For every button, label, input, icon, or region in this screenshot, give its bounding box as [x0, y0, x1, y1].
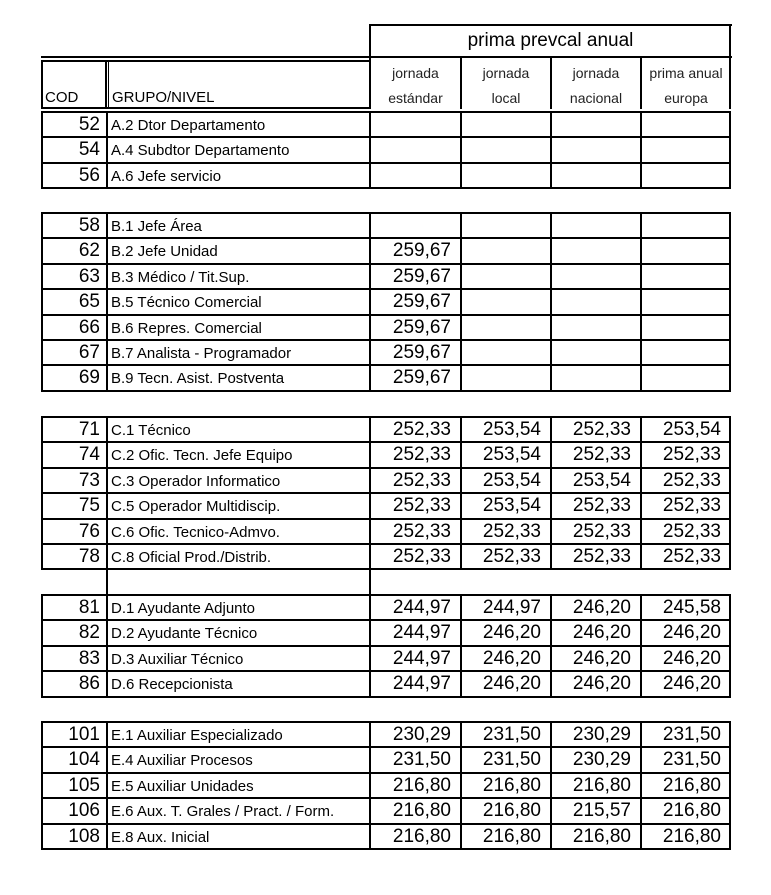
title-left-border [369, 24, 371, 57]
row-name: B.5 Técnico Comercial [111, 294, 262, 312]
row-value-col-0: 252,33 [392, 495, 451, 517]
row-value-col-3: 246,20 [662, 647, 721, 669]
row-value-col-2: 252,33 [572, 495, 631, 517]
header-box-left [41, 60, 43, 109]
row-value-col-0: 244,97 [392, 647, 451, 669]
row-value-col-0: 259,67 [392, 316, 451, 338]
group-4-top [41, 721, 731, 723]
row-value-col-2: 252,33 [572, 444, 631, 466]
row-value-col-0: 259,67 [392, 291, 451, 313]
row-value-col-3: 216,80 [662, 774, 721, 796]
group-2-bottom [41, 568, 731, 570]
row-value-col-3: 216,80 [662, 800, 721, 822]
group-0-cod-divider [106, 111, 108, 189]
group-0-col-divider-3 [640, 111, 642, 189]
row-name: E.6 Aux. T. Grales / Pract. / Form. [111, 803, 335, 821]
group-4-bottom [41, 848, 731, 850]
row-name: C.2 Ofic. Tecn. Jefe Equipo [111, 447, 293, 465]
col-header-2-line1: jornada [572, 65, 620, 81]
row-value-col-1: 246,20 [482, 647, 541, 669]
row-value-col-3: 252,33 [662, 546, 721, 567]
row-value-col-1: 252,33 [482, 520, 541, 542]
group-0-name-divider [369, 111, 371, 189]
row-value-col-0: 231,50 [392, 749, 451, 771]
header-box-bottom [41, 107, 370, 109]
group-2-row-2-rule [41, 467, 731, 469]
group-4-row-4-rule [41, 823, 731, 825]
row-cod: 82 [78, 622, 100, 644]
header-cod-divider [105, 60, 107, 109]
row-value-col-0: 252,33 [392, 444, 451, 466]
row-cod: 104 [68, 749, 100, 771]
header-grupo-nivel: GRUPO/NIVEL [112, 89, 215, 106]
col-header-3-line1: prima anual [649, 65, 723, 81]
row-value-col-0: 259,67 [392, 342, 451, 363]
row-value-col-0: 244,97 [392, 673, 451, 695]
row-value-col-0: 252,33 [392, 546, 451, 567]
group-3-row-2-rule [41, 645, 731, 647]
row-cod: 76 [78, 520, 100, 542]
header-cod-divider-inner [108, 60, 109, 109]
row-value-col-2: 230,29 [572, 724, 631, 745]
row-value-col-2: 246,20 [572, 647, 631, 669]
row-value-col-1: 231,50 [482, 724, 541, 745]
row-value-col-1: 253,54 [482, 419, 541, 440]
group-2-row-1-rule [41, 441, 731, 443]
row-name: C.5 Operador Multidiscip. [111, 498, 281, 516]
row-value-col-3: 252,33 [662, 520, 721, 542]
row-name: E.1 Auxiliar Especializado [111, 727, 283, 744]
header-rule [41, 56, 370, 58]
title-right-border [729, 24, 731, 57]
spacer-cod-divider [106, 568, 108, 594]
header-cod: COD [45, 89, 79, 106]
row-name: C.3 Operador Informatico [111, 472, 281, 490]
row-value-col-1: 253,54 [482, 444, 541, 466]
row-name: D.3 Auxiliar Técnico [111, 650, 244, 668]
row-value-col-0: 230,29 [392, 724, 451, 745]
row-value-col-2: 252,33 [572, 546, 631, 567]
row-cod: 101 [68, 724, 100, 745]
group-0-row-1-rule [41, 136, 731, 138]
group-2-top [41, 416, 731, 418]
row-cod: 74 [78, 444, 100, 466]
row-cod: 106 [68, 800, 100, 822]
row-value-col-2: 246,20 [572, 597, 631, 618]
row-cod: 71 [78, 419, 100, 440]
row-name: A.4 Subdtor Departamento [111, 142, 290, 160]
row-name: C.8 Oficial Prod./Distrib. [111, 549, 272, 566]
row-cod: 52 [78, 114, 100, 135]
group-0-col-divider-1 [460, 111, 462, 189]
row-value-col-0: 252,33 [392, 520, 451, 542]
col-header-3-line2: europa [664, 90, 708, 106]
row-value-col-2: 216,80 [572, 825, 631, 847]
row-value-col-2: 252,33 [572, 520, 631, 542]
spacer-name-divider [369, 568, 371, 594]
row-cod: 54 [78, 139, 100, 161]
col-header-1-line1: jornada [482, 65, 530, 81]
row-name: D.6 Recepcionista [111, 676, 233, 694]
row-value-col-1: 231,50 [482, 749, 541, 771]
row-cod: 83 [78, 647, 100, 669]
row-name: C.1 Técnico [111, 422, 191, 439]
group-0-bottom [41, 187, 731, 189]
row-name: E.4 Auxiliar Procesos [111, 752, 253, 770]
row-value-col-3: 231,50 [662, 724, 721, 745]
row-value-col-0: 244,97 [392, 597, 451, 618]
row-value-col-0: 259,67 [392, 265, 451, 287]
row-cod: 105 [68, 774, 100, 796]
row-value-col-3: 216,80 [662, 825, 721, 847]
row-cod: 67 [78, 342, 100, 363]
group-0-col-divider-4 [729, 111, 731, 189]
row-cod: 58 [78, 215, 100, 236]
row-name: B.2 Jefe Unidad [111, 243, 218, 261]
row-value-col-2: 230,29 [572, 749, 631, 771]
row-value-col-1: 216,80 [482, 800, 541, 822]
group-1-row-5-rule [41, 339, 731, 341]
row-value-col-0: 216,80 [392, 774, 451, 796]
group-3-row-1-rule [41, 619, 731, 621]
row-value-col-0: 252,33 [392, 469, 451, 491]
row-value-col-1: 216,80 [482, 774, 541, 796]
row-value-col-3: 252,33 [662, 469, 721, 491]
group-4-col-divider-4 [729, 721, 731, 850]
row-value-col-3: 245,58 [662, 597, 721, 618]
header-box-top [41, 60, 370, 62]
title-top-border [370, 24, 732, 26]
row-value-col-1: 253,54 [482, 469, 541, 491]
row-value-col-0: 259,67 [392, 367, 451, 389]
row-value-col-0: 252,33 [392, 419, 451, 440]
group-1-top [41, 212, 731, 214]
row-cod: 78 [78, 546, 100, 567]
group-3-top [41, 594, 731, 596]
row-value-col-0: 259,67 [392, 240, 451, 262]
group-1-row-1-rule [41, 237, 731, 239]
row-value-col-0: 216,80 [392, 800, 451, 822]
col-header-0-line1: jornada [392, 65, 439, 81]
row-value-col-0: 244,97 [392, 622, 451, 644]
group-2-row-5-rule [41, 543, 731, 545]
col-header-1-line2: local [491, 90, 521, 106]
row-value-col-1: 246,20 [482, 622, 541, 644]
group-2-row-4-rule [41, 518, 731, 520]
table-title: prima prevcal anual [467, 30, 634, 51]
row-value-col-2: 253,54 [572, 469, 631, 491]
group-1-row-4-rule [41, 314, 731, 316]
row-value-col-1: 253,54 [482, 495, 541, 517]
row-cod: 73 [78, 469, 100, 491]
group-4-row-3-rule [41, 797, 731, 799]
row-name: A.2 Dtor Departamento [111, 117, 266, 134]
row-cod: 86 [78, 673, 100, 695]
group-4-cod-divider [106, 721, 108, 850]
row-value-col-1: 216,80 [482, 825, 541, 847]
group-1-bottom [41, 390, 731, 392]
row-value-col-2: 216,80 [572, 774, 631, 796]
row-value-col-2: 252,33 [572, 419, 631, 440]
group-0-top [41, 111, 731, 113]
row-name: B.7 Analista - Programador [111, 345, 292, 362]
row-value-col-2: 246,20 [572, 622, 631, 644]
group-0-col-divider-2 [550, 111, 552, 189]
row-name: D.2 Ayudante Técnico [111, 625, 258, 643]
col-header-2-line2: nacional [569, 90, 623, 106]
col-header-0-line2: estándar [388, 90, 443, 106]
row-value-col-1: 246,20 [482, 673, 541, 695]
row-value-col-1: 244,97 [482, 597, 541, 618]
row-value-col-2: 246,20 [572, 673, 631, 695]
row-name: B.6 Repres. Comercial [111, 319, 262, 337]
row-cod: 75 [78, 495, 100, 517]
group-0-row-2-rule [41, 162, 731, 164]
row-name: C.6 Ofic. Tecnico-Admvo. [111, 523, 280, 541]
row-name: D.1 Ayudante Adjunto [111, 600, 256, 617]
row-name: A.6 Jefe servicio [111, 167, 222, 185]
row-cod: 69 [78, 367, 100, 389]
row-cod: 56 [78, 164, 100, 186]
row-value-col-3: 231,50 [662, 749, 721, 771]
row-value-col-0: 216,80 [392, 825, 451, 847]
row-name: B.9 Tecn. Asist. Postventa [111, 370, 285, 388]
row-name: B.1 Jefe Área [111, 218, 202, 235]
group-4-row-1-rule [41, 746, 731, 748]
row-cod: 62 [78, 240, 100, 262]
row-name: E.5 Auxiliar Unidades [111, 777, 254, 795]
group-1-row-2-rule [41, 263, 731, 265]
group-3-row-3-rule [41, 670, 731, 672]
row-name: B.3 Médico / Tit.Sup. [111, 268, 250, 286]
col-header-3-divider [729, 58, 731, 109]
row-value-col-3: 246,20 [662, 673, 721, 695]
row-cod: 65 [78, 291, 100, 313]
row-value-col-3: 252,33 [662, 495, 721, 517]
row-value-col-3: 246,20 [662, 622, 721, 644]
group-2-row-3-rule [41, 492, 731, 494]
group-4-row-2-rule [41, 772, 731, 774]
row-cod: 63 [78, 265, 100, 287]
row-value-col-3: 252,33 [662, 444, 721, 466]
row-value-col-1: 252,33 [482, 546, 541, 567]
row-value-col-3: 253,54 [662, 419, 721, 440]
row-cod: 66 [78, 316, 100, 338]
group-3-bottom [41, 696, 731, 698]
row-cod: 108 [68, 825, 100, 847]
group-1-row-6-rule [41, 364, 731, 366]
group-1-row-3-rule [41, 288, 731, 290]
row-value-col-2: 215,57 [572, 800, 631, 822]
row-cod: 81 [78, 597, 100, 618]
row-name: E.8 Aux. Inicial [111, 828, 210, 846]
